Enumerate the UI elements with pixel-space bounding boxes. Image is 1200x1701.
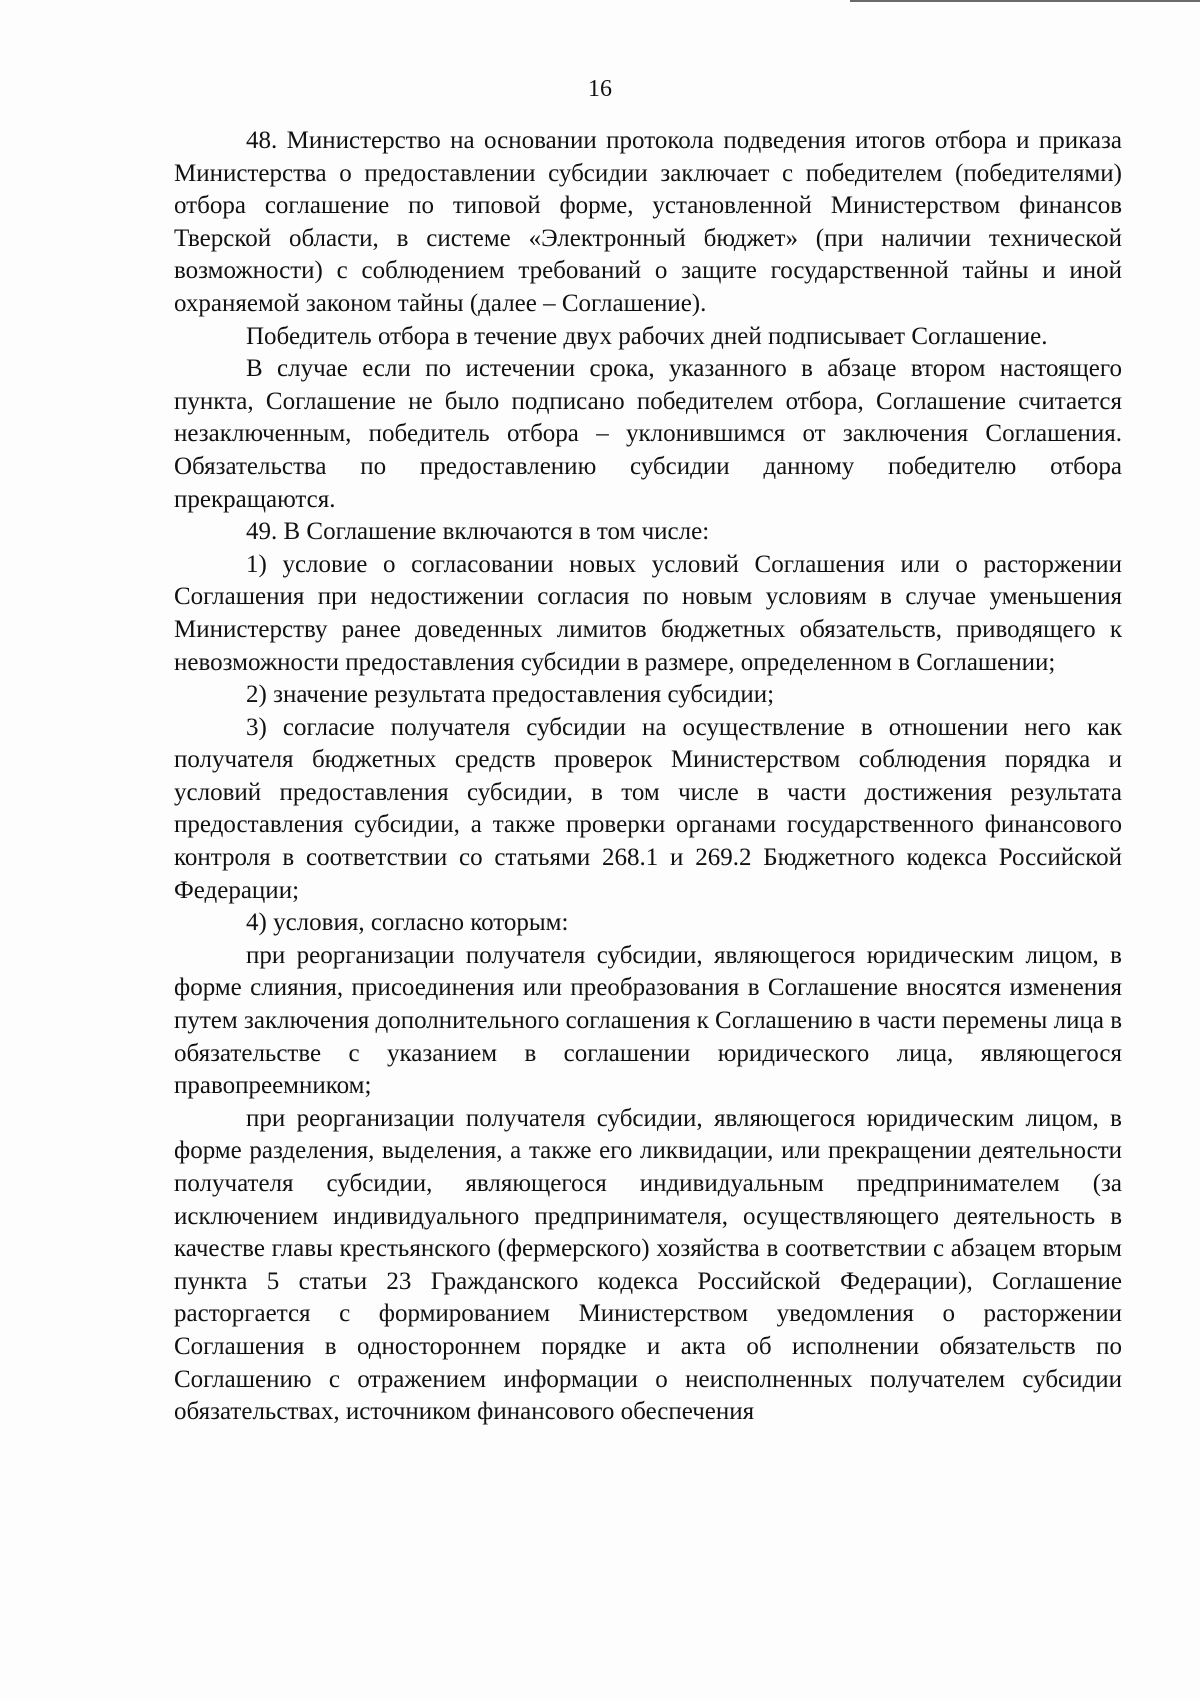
list-item-3: 3) согласие получателя субсидии на осуществление в отношении него как получателя бюджетных средств проверок Министерством соблюдения порядка и условий предоставления субсидии, в том числе в части достижения результата предоставления субсидии, а также проверки органами государственного финансового контроля в соответствии со статьями 268.1 и 269.2 Бюджетного кодекса Российской Федерации; [174, 713, 1122, 904]
paragraph-49-heading: 49. В Соглашение включаются в том числе: [246, 518, 710, 546]
paragraph-48-intro: 48. Министерство на основании протокола подведения итогов отбора и приказа Министерства о предоставлении субсидии заключает с победителем (победителями) отбора соглашение по типовой форме, установленной Министерством финансов Тверской области, в системе «Электронный бюджет» (при наличии технической возможности) с соблюдением требований о защите государственной тайны и иной охраняемой законом тайны (далее – Соглашение). [174, 127, 1122, 317]
top-edge-line [850, 0, 1200, 2]
paragraph-unsigned-agreement: В случае если по истечении срока, указанного в абзаце втором настоящего пункта, Соглашение не было подписано победителем отбора, Соглашение считается незаключенным, победитель отбора – уклонившимся от заключения Соглашения. Обязательства по предоставлению субсидии данному победителю отбора прекращаются. [174, 355, 1122, 513]
list-item-1: 1) условие о согласовании новых условий Соглашения или о расторжении Соглашения при недостижении согласия по новым условиям в случае уменьшения Министерству ранее доведенных лимитов бюджетных обязательств, приводящего к невозможности предоставления субсидии в размере, определенном в Соглашении; [174, 550, 1122, 676]
paragraph-reorganization-merger: при реорганизации получателя субсидии, являющегося юридическим лицом, в форме слияния, присоединения или преобразования в Соглашение вносятся изменения путем заключения дополнительного соглашения к Соглашению в части перемены лица в обязательстве с указанием в соглашении юридического лица, являющегося правопреемником; [174, 941, 1122, 1100]
document-body [174, 125, 1122, 1429]
list-item-2: 2) значение результата предоставления субсидии; [246, 681, 775, 709]
list-item-4: 4) условия, согласно которым: [246, 909, 569, 937]
paragraph-reorganization-division: при реорганизации получателя субсидии, являющегося юридическим лицом, в форме разделения, выделения, а также его ликвидации, или прекращении деятельности получателя субсидии, являющегося индивидуальным предпринимателем (за исключением индивидуального предпринимателя, осуществляющего деятельность в качестве главы крестьянского (фермерского) хозяйства в соответствии с абзацем вторым пункта 5 статьи 23 Гражданского кодекса Российской Федерации), Соглашение расторгается с формированием Министерством уведомления о расторжении Соглашения в одностороннем порядке и акта об исполнении обязательств по Соглашению с отражением информации о неисполненных получателем субсидии обязательствах, источником финансового обеспечения [174, 1104, 1122, 1426]
paragraph-signing-deadline: Победитель отбора в течение двух рабочих дней подписывает Соглашение. [246, 322, 1048, 350]
page-number: 16 [588, 76, 612, 102]
